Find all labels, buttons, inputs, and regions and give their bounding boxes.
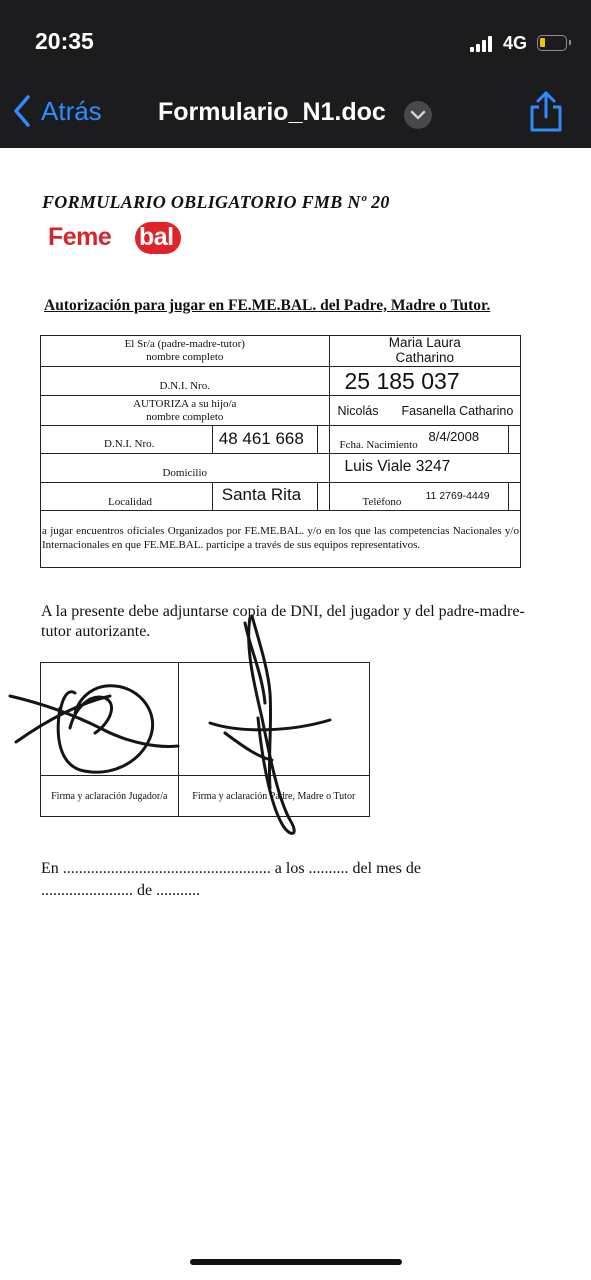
player-signature-box: [41, 663, 179, 776]
address-label: Domicilio: [41, 454, 330, 483]
child-name-first: Nicolás: [337, 403, 379, 418]
child-name-value-cell: [329, 396, 521, 426]
child-name-label: AUTORIZA a su hijo/a: [133, 397, 237, 410]
logo-text: Feme: [48, 223, 112, 251]
chevron-down-icon: [404, 101, 432, 129]
phone-cell: [329, 483, 509, 511]
form-subtitle: Autorización para jugar en FE.ME.BAL. del Padre, Madre o Tutor.: [44, 297, 491, 314]
locality-value: Santa Rita: [212, 483, 317, 511]
chevron-left-icon: [12, 94, 32, 128]
battery-icon: [537, 35, 567, 51]
address-value: Luis Viale 3247: [329, 454, 521, 483]
back-button[interactable]: [12, 94, 102, 128]
child-dni-value: 48 461 668: [212, 426, 317, 454]
tutor-name-sublabel: nombre completo: [146, 351, 224, 363]
logo-ball-text: bal: [139, 223, 174, 251]
player-signature-caption: Firma y aclaración Jugador/a: [41, 776, 179, 817]
signature-table: [40, 662, 370, 817]
authorization-table: [40, 335, 521, 568]
child-name-label-cell: [41, 396, 330, 426]
signal-icon: [470, 36, 496, 52]
form-title: FORMULARIO OBLIGATORIO FMB Nº 20: [42, 192, 390, 212]
child-name-sublabel: nombre completo: [146, 410, 224, 423]
tutor-dni-label: D.N.I. Nro.: [41, 367, 330, 396]
back-label: Atrás: [41, 95, 102, 126]
top-bar: [0, 0, 591, 148]
locality-label: Localidad: [41, 483, 213, 511]
birth-date-cell: [329, 426, 509, 454]
phone-value: 11 2769-4449: [425, 490, 490, 502]
authorization-clause: a jugar encuentros oficiales Organizados por FE.ME.BAL. y/o en los que las competencias Nacionales y/o Internacionales en que FE.ME.BAL. participe a través de sus equipos representativos.: [41, 511, 521, 568]
date-line-1: En .................................................... a los .......... del mes de: [41, 860, 421, 877]
network-type: 4G: [503, 33, 528, 53]
femebal-logo: [48, 220, 188, 260]
home-indicator[interactable]: [190, 1259, 402, 1265]
tutor-name-label: El Sr/a (padre-madre-tutor): [124, 338, 245, 351]
birth-date-value: 8/4/2008: [428, 429, 480, 444]
tutor-name-value-cell: [329, 336, 521, 367]
child-dni-label: D.N.I. Nro.: [41, 426, 213, 454]
spacer-cell: [317, 483, 329, 511]
tutor-name-value-last: Catharino: [395, 350, 455, 365]
tutor-signature-caption: Firma y aclaración Padre, Madre o Tutor: [178, 776, 369, 817]
share-icon: [528, 91, 564, 133]
date-place-line: [41, 858, 421, 901]
tutor-signature-box: [178, 663, 369, 776]
status-time: 20:35: [35, 28, 94, 54]
title-menu-button[interactable]: [404, 101, 432, 129]
date-line-2: ....................... de ...........: [41, 881, 201, 899]
tutor-name-label-cell: [41, 336, 330, 367]
tutor-name-value-first: Maria Laura: [388, 335, 461, 351]
document-title[interactable]: Formulario_N1.doc: [158, 98, 386, 126]
birth-date-label: Fcha. Nacimiento: [339, 439, 418, 451]
document-page[interactable]: [0, 148, 591, 1280]
spacer-cell: [509, 426, 521, 454]
child-name-last: Fasanella Catharino: [401, 403, 514, 418]
attachment-note: A la presente debe adjuntarse copia de DNI, del jugador y del padre-madre-tutor autorizante.: [41, 603, 525, 640]
spacer-cell: [509, 483, 521, 511]
tutor-dni-value: 25 185 037: [329, 367, 521, 396]
phone-label: Teléfono: [362, 496, 402, 508]
spacer-cell: [317, 426, 329, 454]
share-button[interactable]: [528, 91, 564, 133]
